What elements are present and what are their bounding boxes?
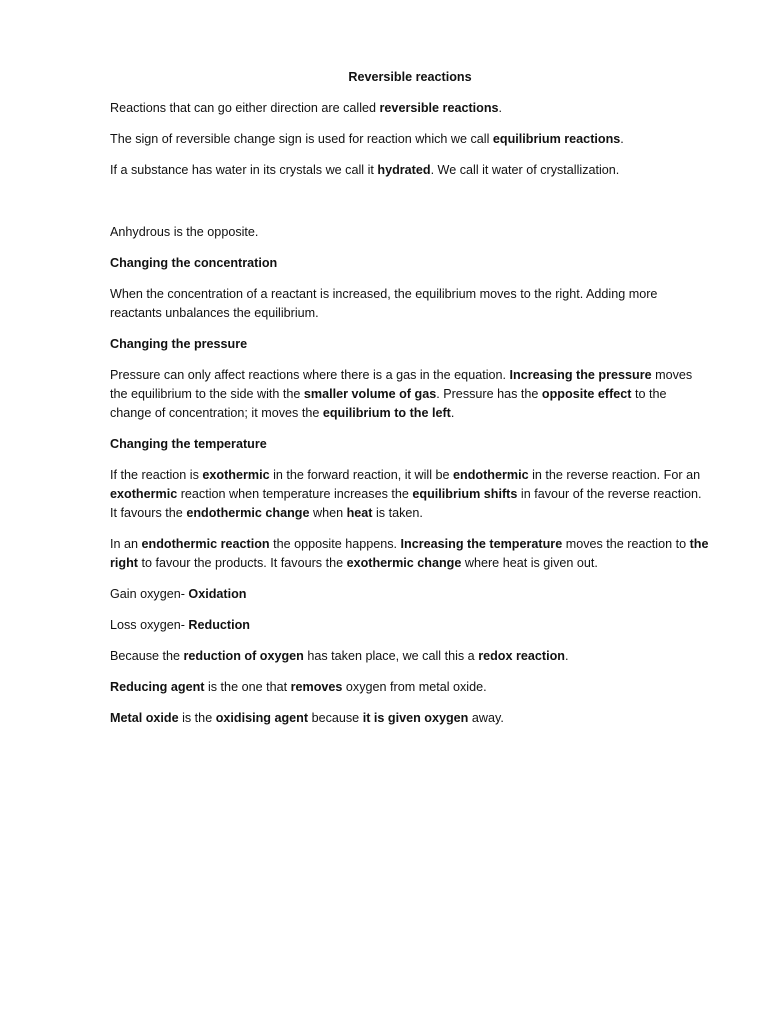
text-run: because bbox=[308, 711, 363, 725]
text-run: when bbox=[309, 506, 347, 520]
paragraph-equilibrium-sign bbox=[110, 130, 710, 149]
paragraph-oxidising-agent bbox=[110, 709, 710, 728]
text-run: The sign of reversible change sign is used for reaction which we call bbox=[110, 132, 493, 146]
bold-term: equilibrium to the left bbox=[322, 406, 451, 420]
text-run: Because the bbox=[110, 649, 184, 663]
text-run: in the reverse reaction. For an bbox=[528, 468, 701, 482]
text-run: to favour the products. It favours the bbox=[137, 556, 347, 570]
bold-term: exothermic change bbox=[346, 556, 462, 570]
text-run: . bbox=[450, 406, 455, 420]
bold-term: reversible reactions bbox=[379, 101, 499, 115]
bold-term: Metal oxide bbox=[110, 711, 179, 725]
text-run: oxygen from metal oxide. bbox=[342, 680, 487, 694]
paragraph-redox bbox=[110, 647, 710, 666]
document-page bbox=[110, 68, 710, 740]
text-run: in favour of the reverse reaction. It favours the bbox=[110, 487, 702, 520]
bold-term: equilibrium reactions bbox=[492, 132, 621, 146]
bold-term: Oxidation bbox=[188, 587, 247, 601]
text-run: . bbox=[498, 101, 503, 115]
text-run: Reactions that can go either direction are called bbox=[110, 101, 380, 115]
bold-term: opposite effect bbox=[541, 387, 632, 401]
text-run: moves the equilibrium to the side with the bbox=[110, 368, 693, 401]
bold-term: removes bbox=[290, 680, 343, 694]
heading-concentration: Changing the concentration bbox=[110, 256, 278, 270]
text-run: moves the reaction to bbox=[562, 537, 690, 551]
text-run: In an bbox=[110, 537, 142, 551]
paragraph-anhydrous: Anhydrous is the opposite. bbox=[110, 225, 259, 239]
paragraph-oxidation bbox=[110, 585, 710, 604]
bold-term: reduction of oxygen bbox=[183, 649, 304, 663]
bold-term: equilibrium shifts bbox=[412, 487, 518, 501]
text-run: Pressure can only affect reactions where there is a gas in the equation. bbox=[110, 368, 510, 382]
bold-term: oxidising agent bbox=[215, 711, 309, 725]
paragraph-reversible-definition bbox=[110, 99, 710, 118]
bold-term: hydrated bbox=[377, 163, 431, 177]
bold-term: the right bbox=[110, 537, 709, 570]
text-run: Gain oxygen- bbox=[110, 587, 189, 601]
heading-temperature: Changing the temperature bbox=[110, 437, 267, 451]
paragraph-temperature-exothermic bbox=[110, 466, 710, 523]
blank-line bbox=[110, 192, 710, 223]
bold-term: Reduction bbox=[188, 618, 250, 632]
text-run: to the change of concentration; it moves the bbox=[110, 387, 667, 420]
text-run: If the reaction is bbox=[110, 468, 203, 482]
bold-term: heat bbox=[346, 506, 373, 520]
paragraph-temperature-endothermic bbox=[110, 535, 710, 573]
paragraph-reducing-agent bbox=[110, 678, 710, 697]
text-run: . bbox=[564, 649, 569, 663]
heading-pressure: Changing the pressure bbox=[110, 337, 248, 351]
paragraph-pressure bbox=[110, 366, 710, 423]
bold-term: Increasing the temperature bbox=[400, 537, 563, 551]
text-run: . We call it water of crystallization. bbox=[430, 163, 620, 177]
bold-term: Increasing the pressure bbox=[509, 368, 652, 382]
bold-term: endothermic bbox=[453, 468, 529, 482]
bold-term: endothermic change bbox=[186, 506, 310, 520]
text-run: . Pressure has the bbox=[436, 387, 542, 401]
bold-term: exothermic bbox=[202, 468, 270, 482]
paragraph-hydrated bbox=[110, 161, 710, 180]
text-run: in the forward reaction, it will be bbox=[269, 468, 453, 482]
bold-term: smaller volume of gas bbox=[303, 387, 437, 401]
text-run: is the one that bbox=[204, 680, 291, 694]
bold-term: Reducing agent bbox=[110, 680, 205, 694]
text-run: . bbox=[620, 132, 624, 146]
paragraph-reduction bbox=[110, 616, 710, 635]
text-run: the opposite happens. bbox=[269, 537, 401, 551]
text-run: is taken. bbox=[372, 506, 423, 520]
text-run: has taken place, we call this a bbox=[303, 649, 479, 663]
text-run: Loss oxygen- bbox=[110, 618, 189, 632]
text-run: where heat is given out. bbox=[461, 556, 598, 570]
bold-term: exothermic bbox=[110, 487, 178, 501]
bold-term: redox reaction bbox=[478, 649, 565, 663]
paragraph-concentration: When the concentration of a reactant is increased, the equilibrium moves to the right. Adding more reactants unbalances the equilibrium. bbox=[110, 287, 658, 320]
document-title: Reversible reactions bbox=[348, 70, 472, 84]
text-run: reaction when temperature increases the bbox=[177, 487, 413, 501]
bold-term: endothermic reaction bbox=[141, 537, 270, 551]
bold-term: it is given oxygen bbox=[362, 711, 469, 725]
text-run: away. bbox=[468, 711, 504, 725]
text-run: If a substance has water in its crystals we call it bbox=[110, 163, 378, 177]
text-run: is the bbox=[178, 711, 216, 725]
